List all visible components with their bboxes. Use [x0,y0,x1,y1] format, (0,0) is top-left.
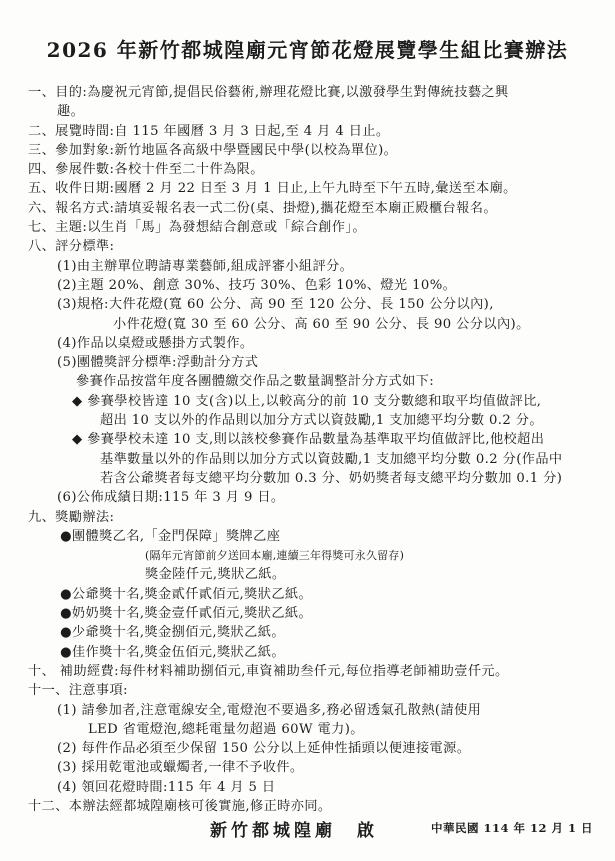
doc-line: ◆ 參賽學校未達 10 支,則以該校參賽作品數量為基準取平均值做評比,他校超出 [72,432,545,448]
doc-line: ●少爺獎十名,獎金捌佰元,獎狀乙紙。 [60,625,285,641]
doc-body [0,83,615,816]
doc-line: 小件花燈(寬 30 至 60 公分、高 60 至 90 公分、長 90 公分以內)。 [113,316,530,332]
doc-line: 十二、本辦法經都城隍廟核可後實施,修正時亦同。 [28,798,332,814]
doc-line: (5)團體獎評分標準:浮動計分方式 [57,355,259,371]
doc-line: 十一、注意事項: [28,683,128,699]
doc-line: (4) 領回花燈時間:115 年 4 月 5 日 [57,779,276,795]
doc-line: 趣。 [57,104,85,120]
doc-line: 六、報名方式:請填妥報名表一式二份(桌、掛燈),攜花燈至本廟正殿櫃台報名。 [28,200,497,216]
doc-line: 獎金陸仟元,獎狀乙紙。 [145,567,286,583]
doc-line: ●公爺獎十名,獎金貳仟貳佰元,獎狀乙紙。 [60,586,313,602]
doc-line: 基準數量以外的作品則以加分方式以資鼓勵,1 支加總平均分數 0.2 分(作品中 [100,451,563,467]
footer-signature: 新竹都城隍廟 啟 [210,821,379,841]
doc-line: (3)規格:大件花燈(寬 60 公分、高 90 至 120 公分、長 150 公分以內), [57,297,494,313]
doc-line: 一、目的:為慶祝元宵節,提倡民俗藝術,辦理花燈比賽,以激發學生對傳統技藝之興 [28,85,509,100]
doc-line: 超出 10 支以外的作品則以加分方式以資鼓勵,1 支加總平均分數 0.2 分。 [100,413,543,429]
doc-line: 四、參展件數:各校十件至二十件為限。 [28,162,264,178]
page-title: 2026 年新竹都城隍廟元宵節花燈展覽學生組比賽辦法 [46,38,569,62]
doc-line: 三、參加對象:新竹地區各高級中學暨國民中學(以校為單位)。 [28,142,398,158]
doc-line: ●團體獎乙名,「金門保障」獎牌乙座 [60,528,281,544]
doc-line: (2) 每件作品必須至少保留 150 公分以上延伸性插頭以便連接電源。 [57,741,471,757]
doc-line: (1) 請參加者,注意電線安全,電燈泡不要過多,務必留透氣孔散熱(請使用 [57,702,482,718]
doc-line: 參賽作品按當年度各團體繳交作品之數量調整計分方式如下: [76,374,435,390]
doc-line: 二、展覽時間:自 115 年國曆 3 月 3 日起,至 4 月 4 日止。 [28,123,390,139]
doc-line: (3) 採用乾電池或蠟燭者,一律不予收件。 [57,760,304,776]
doc-line: 若含公爺獎者每支總平均分數加 0.3 分、奶奶獎者每支總平均分數加 0.1 分) [100,470,563,486]
footer-date: 中華民國 114 年 12 月 1 日 [430,821,593,835]
doc-line: ◆ 參賽學校皆達 10 支(含)以上,以較高分的前 10 支分數總和取平均值做評比, [72,393,542,409]
doc-line: 十、 補助經費:每件材料補助捌佰元,車資補助叁仟元,每位指導老師補助壹仟元。 [28,663,509,679]
doc-line: (1)由主辦單位聘請專業藝師,組成評審小組評分。 [57,258,354,274]
doc-line: ●佳作獎十名,獎金伍佰元,獎狀乙紙。 [60,644,285,660]
doc-line: (4)作品以桌燈或懸掛方式製作。 [57,335,254,351]
doc-footer [0,816,615,846]
doc-line: 八、評分標準: [28,239,115,255]
doc-line: 五、收件日期:國曆 2 月 22 日至 3 月 1 日止,上午九時至下午五時,彙送至本廟。 [28,181,517,197]
doc-line: 七、主題:以生肖「馬」為發想結合創意或「綜合創作」。 [28,220,366,236]
doc-line: (2)主題 20%、創意 30%、技巧 30%、色彩 10%、燈光 10%。 [57,277,457,293]
doc-line: (隔年元宵節前夕送回本廟,連續三年得獎可永久留存) [145,549,405,563]
doc-line: LED 省電燈泡,總耗電量勿超過 60W 電力)。 [88,721,364,737]
doc-line: 九、獎勵辦法: [28,509,115,525]
doc-line: (6)公佈成績日期:115 年 3 月 9 日。 [57,490,285,506]
doc-line: ●奶奶獎十名,獎金壹仟貳佰元,獎狀乙紙。 [60,606,313,622]
